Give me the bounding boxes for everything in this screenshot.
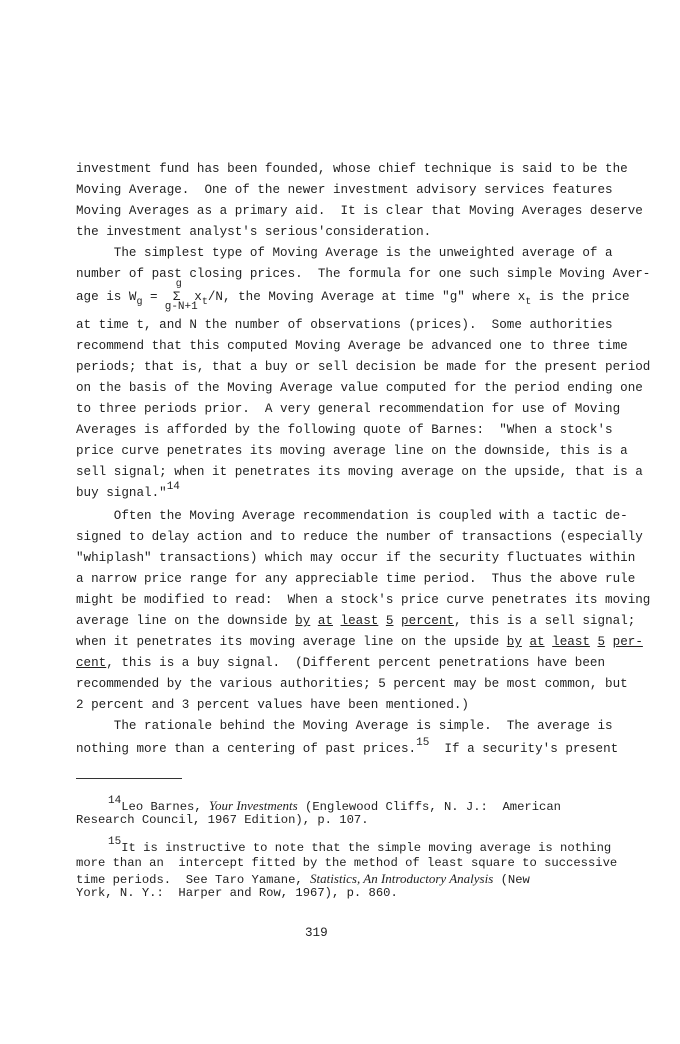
body-line: Averages is afforded by the following quote of Barnes: "When a stock's [76, 423, 613, 437]
underlined-text: percent [401, 614, 454, 628]
page-number: 319 [305, 926, 328, 940]
text-segment: when it penetrates its moving average line on the upside [76, 635, 507, 649]
text-segment [605, 635, 613, 649]
underlined-text: cent [76, 656, 107, 670]
text-segment [310, 614, 318, 628]
underlined-text: by [295, 614, 311, 628]
footnote-ref-14: 14 [166, 481, 180, 493]
body-line: price curve penetrates its moving average line on the downside, this is a [76, 444, 628, 458]
text-segment: If a security's present [429, 742, 619, 756]
body-line: might be modified to read: When a stock's price curve penetrates its moving [76, 593, 651, 607]
body-line: investment fund has been founded, whose chief technique is said to be the [76, 162, 628, 176]
sigma-lower-limit: g-N+1 [164, 301, 198, 313]
footnote-line: more than an intercept fitted by the method of least square to successive [76, 856, 618, 870]
sigma-glyph: Σ [172, 290, 181, 304]
body-line: sell signal; when it penetrates its moving average on the upside, that is a [76, 465, 643, 479]
formula-x2-subscript: t [525, 297, 532, 308]
book-title: Statistics, An Introductory Analysis [310, 871, 494, 886]
text-segment: It is instructive to note that the simple moving average is nothing [121, 841, 612, 855]
text-segment [333, 614, 341, 628]
formula-description: /N, the Moving Average at time "g" where x [207, 290, 526, 304]
underlined-text: least [552, 635, 590, 649]
body-line: 2 percent and 3 percent values have been mentioned.) [76, 698, 469, 712]
body-line: recommended by the various authorities; 5 percent may be most common, but [76, 677, 628, 691]
body-line: Often the Moving Average recommendation is coupled with a tactic de- [76, 509, 628, 523]
body-line: periods; that is, that a buy or sell decision be made for the present period [76, 360, 651, 374]
sigma-symbol [164, 279, 198, 313]
formula-x-subscript: t [201, 297, 208, 308]
formula-line [76, 279, 630, 313]
body-line [76, 613, 635, 629]
footnote-divider [76, 778, 182, 779]
body-line [76, 655, 605, 671]
body-line [76, 481, 180, 502]
underlined-text: per- [612, 635, 643, 649]
footnote-line: York, N. Y.: Harper and Row, 1967), p. 860. [76, 886, 398, 900]
underlined-text: 5 [597, 635, 606, 649]
text-segment: (Englewood Cliffs, N. J.: American [297, 800, 561, 814]
text-segment [590, 635, 598, 649]
body-line: to three periods prior. A very general recommendation for use of Moving [76, 402, 621, 416]
formula-suffix: is the price [531, 290, 630, 304]
body-line: at time t, and N the number of observations (prices). Some authorities [76, 318, 613, 332]
underlined-text: least [340, 614, 379, 628]
body-line [76, 634, 643, 650]
formula-prefix: age is W [76, 290, 137, 304]
sigma-upper-limit: g [175, 279, 182, 290]
footnote-ref-15: 15 [416, 737, 430, 749]
text-segment [393, 614, 401, 628]
underlined-text: at [317, 614, 333, 628]
formula-x: x [186, 290, 202, 304]
body-line: number of past closing prices. The formula for one such simple Moving Aver- [76, 267, 651, 281]
footnote-15 [108, 836, 612, 857]
body-line: The simplest type of Moving Average is the unweighted average of a [76, 246, 613, 260]
text-segment [378, 614, 386, 628]
body-line: The rationale behind the Moving Average is simple. The average is [76, 719, 613, 733]
formula-equals: = [142, 290, 173, 304]
underlined-text: at [529, 635, 545, 649]
footnote-mark: 14 [108, 795, 122, 807]
body-line: the investment analyst's serious'consideration. [76, 225, 432, 239]
footnote-mark: 15 [108, 836, 122, 848]
body-line [76, 737, 619, 758]
text-segment: , this is a sell signal; [453, 614, 636, 628]
text-segment: , this is a buy signal. (Different percent penetrations have been [106, 656, 606, 670]
buy-signal-text: buy signal." [76, 486, 167, 500]
formula-w-subscript: g [136, 297, 143, 308]
underlined-text: 5 [385, 614, 394, 628]
underlined-text: by [506, 635, 522, 649]
body-line: a narrow price range for any appreciable time period. Thus the above rule [76, 572, 636, 586]
book-title: Your Investments [208, 798, 298, 813]
body-line: Moving Averages as a primary aid. It is clear that Moving Averages deserve [76, 204, 643, 218]
text-segment: (New [493, 873, 530, 887]
body-line: Moving Average. One of the newer investment advisory services features [76, 183, 613, 197]
body-line: "whiplash" transactions) which may occur if the security fluctuates within [76, 551, 636, 565]
text-segment: nothing more than a centering of past prices. [76, 742, 417, 756]
footnote-line: Research Council, 1967 Edition), p. 107. [76, 813, 369, 827]
text-segment: Leo Barnes, [121, 800, 209, 814]
text-segment: average line on the downside [76, 614, 296, 628]
body-line: signed to delay action and to reduce the number of transactions (especially [76, 530, 643, 544]
text-segment: time periods. See Taro Yamane, [76, 873, 311, 887]
body-line: on the basis of the Moving Average value computed for the period ending one [76, 381, 643, 395]
body-line: recommend that this computed Moving Average be advanced one to three time [76, 339, 628, 353]
